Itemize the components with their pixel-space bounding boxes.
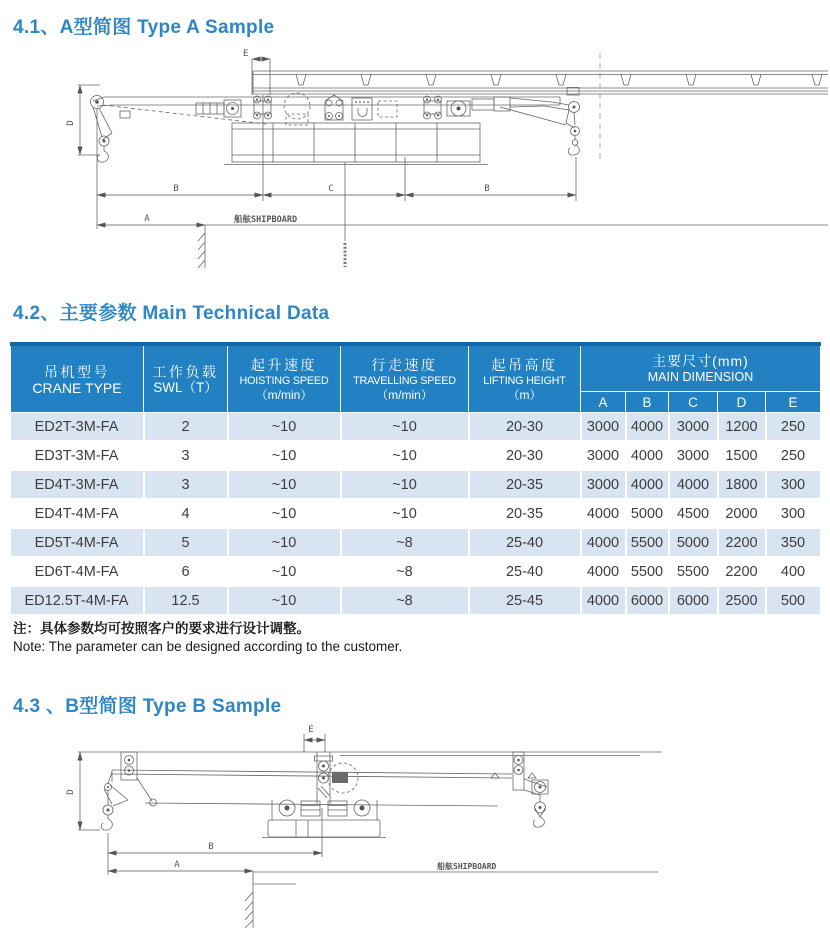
- table-cell: ~10: [341, 470, 469, 499]
- table-cell: 5: [144, 528, 228, 557]
- table-cell: 4500: [669, 499, 718, 528]
- table-cell: 300: [766, 499, 821, 528]
- table-cell: ~10: [341, 413, 469, 442]
- header-crane-type: [11, 344, 144, 413]
- table-cell: 2200: [718, 528, 766, 557]
- dim-label-c: C: [328, 184, 334, 194]
- table-cell: 4000: [581, 499, 626, 528]
- table-cell: 1800: [718, 470, 766, 499]
- header-swl: [144, 344, 228, 413]
- table-row: [11, 557, 821, 586]
- table-cell: 6000: [626, 586, 669, 615]
- header-lifting-zh: 起吊高度: [491, 356, 558, 373]
- dim-label-d: D: [66, 789, 76, 795]
- header-travelling-zh: 行走速度: [371, 356, 438, 373]
- table-cell: 4000: [581, 557, 626, 586]
- shipboard-label: 船舷SHIPBOARD: [437, 862, 497, 871]
- dim-label-b-right: B: [484, 184, 490, 194]
- table-cell: 3000: [581, 413, 626, 442]
- header-lifting-height: [469, 344, 581, 413]
- table-cell: 25-40: [469, 557, 581, 586]
- table-cell: ED6T-4M-FA: [11, 557, 144, 586]
- table-cell: 3000: [581, 441, 626, 470]
- table-cell: ~10: [228, 441, 341, 470]
- spec-table: [10, 342, 822, 616]
- table-cell: ~10: [228, 557, 341, 586]
- table-cell: 250: [766, 441, 821, 470]
- table-cell: ~10: [228, 413, 341, 442]
- dim-label-e: E: [308, 725, 314, 735]
- table-cell: 350: [766, 528, 821, 557]
- table-row: [11, 528, 821, 557]
- table-cell: 20-35: [469, 499, 581, 528]
- table-cell: 3000: [669, 413, 718, 442]
- dim-label-a: A: [144, 214, 150, 224]
- header-dim-d: D: [718, 392, 766, 413]
- header-hoisting-en: HOISTING SPEED: [239, 374, 329, 387]
- table-cell: 4000: [626, 413, 669, 442]
- table-cell: 2500: [718, 586, 766, 615]
- section-title-type-b: 4.3 、B型简图 Type B Sample: [13, 696, 282, 717]
- header-dim-c: C: [669, 392, 718, 413]
- table-cell: 3: [144, 441, 228, 470]
- table-cell: ED4T-4M-FA: [11, 499, 144, 528]
- header-swl-en: SWL（T）: [153, 379, 218, 395]
- dim-label-b-left: B: [173, 184, 179, 194]
- header-crane-type-en: CRANE TYPE: [32, 379, 122, 396]
- table-cell: ~10: [341, 441, 469, 470]
- table-cell: 4000: [581, 586, 626, 615]
- table-row: [11, 441, 821, 470]
- header-dimension-en: MAIN DIMENSION: [647, 370, 754, 384]
- table-cell: 20-30: [469, 413, 581, 442]
- header-dimension-zh: 主要尺寸(mm): [652, 353, 749, 369]
- table-cell: 20-30: [469, 441, 581, 470]
- dim-label-a: A: [174, 860, 180, 870]
- table-cell: 5500: [669, 557, 718, 586]
- section-title-type-a: 4.1、A型简图 Type A Sample: [13, 17, 275, 38]
- table-cell: 250: [766, 413, 821, 442]
- table-cell: 1500: [718, 441, 766, 470]
- type-a-linework: [78, 53, 828, 268]
- header-hoisting-speed: [228, 344, 341, 413]
- table-row: [11, 499, 821, 528]
- table-cell: 20-35: [469, 470, 581, 499]
- table-cell: ~10: [228, 586, 341, 615]
- table-cell: 5000: [669, 528, 718, 557]
- table-cell: 1200: [718, 413, 766, 442]
- table-cell: ~8: [341, 557, 469, 586]
- table-cell: 25-40: [469, 528, 581, 557]
- header-dim-a: A: [581, 392, 626, 413]
- table-cell: ED12.5T-4M-FA: [11, 586, 144, 615]
- table-row: [11, 470, 821, 499]
- header-main-dimension: [581, 344, 821, 392]
- table-cell: 5500: [626, 528, 669, 557]
- table-cell: 500: [766, 586, 821, 615]
- note-block: [13, 620, 402, 655]
- table-cell: 3000: [669, 441, 718, 470]
- table-row: [11, 586, 821, 615]
- note-line-en: Note: The parameter can be designed according to the customer.: [13, 638, 403, 654]
- note-line-zh: 注：具体参数均可按照客户的要求进行设计调整。: [13, 621, 310, 636]
- table-cell: ~8: [341, 586, 469, 615]
- table-cell: 400: [766, 557, 821, 586]
- header-dim-b: B: [626, 392, 669, 413]
- table-cell: 300: [766, 470, 821, 499]
- table-cell: 4: [144, 499, 228, 528]
- type-a-drawing: [0, 45, 830, 290]
- table-cell: 4000: [626, 441, 669, 470]
- type-b-drawing: [0, 700, 830, 950]
- table-cell: ~10: [228, 499, 341, 528]
- table-cell: 2000: [718, 499, 766, 528]
- shipboard-label: 船舷SHIPBOARD: [234, 215, 298, 225]
- dim-label-b: B: [208, 842, 214, 852]
- header-travelling-en: TRAVELLING SPEED: [353, 374, 456, 387]
- table-cell: 4000: [626, 470, 669, 499]
- table-row: [11, 413, 821, 442]
- table-cell: 6: [144, 557, 228, 586]
- table-cell: 3: [144, 470, 228, 499]
- table-body: [11, 413, 821, 616]
- table-cell: 6000: [669, 586, 718, 615]
- table-cell: ~8: [341, 528, 469, 557]
- table-cell: ~10: [341, 499, 469, 528]
- table-cell: 4000: [669, 470, 718, 499]
- header-lifting-unit: （m）: [507, 387, 542, 402]
- table-cell: 4000: [581, 528, 626, 557]
- section-title-main-data: 4.2、主要参数 Main Technical Data: [13, 303, 330, 324]
- table-cell: 5000: [626, 499, 669, 528]
- header-travelling-unit: （m/min）: [376, 387, 433, 402]
- table-header: [11, 344, 821, 413]
- table-cell: 12.5: [144, 586, 228, 615]
- header-crane-type-zh: 吊机型号: [44, 363, 110, 380]
- table-cell: ED3T-3M-FA: [11, 441, 144, 470]
- table-cell: ED4T-3M-FA: [11, 470, 144, 499]
- header-hoisting-zh: 起升速度: [251, 356, 317, 373]
- type-b-linework: [78, 734, 662, 928]
- table-cell: ~10: [228, 528, 341, 557]
- table-cell: 5500: [626, 557, 669, 586]
- table-cell: 2: [144, 413, 228, 442]
- table-cell: 2200: [718, 557, 766, 586]
- table-cell: 3000: [581, 470, 626, 499]
- header-hoisting-unit: （m/min）: [255, 387, 313, 402]
- header-swl-zh: 工作负载: [152, 363, 219, 380]
- table-cell: ED2T-3M-FA: [11, 413, 144, 442]
- header-dim-e: E: [766, 392, 821, 413]
- header-travelling-speed: [341, 344, 469, 413]
- table-cell: ~10: [228, 470, 341, 499]
- table-cell: 25-45: [469, 586, 581, 615]
- dim-label-e: E: [243, 49, 249, 59]
- header-lifting-en: LIFTING HEIGHT: [483, 374, 566, 387]
- dim-label-d: D: [66, 120, 76, 126]
- table-cell: ED5T-4M-FA: [11, 528, 144, 557]
